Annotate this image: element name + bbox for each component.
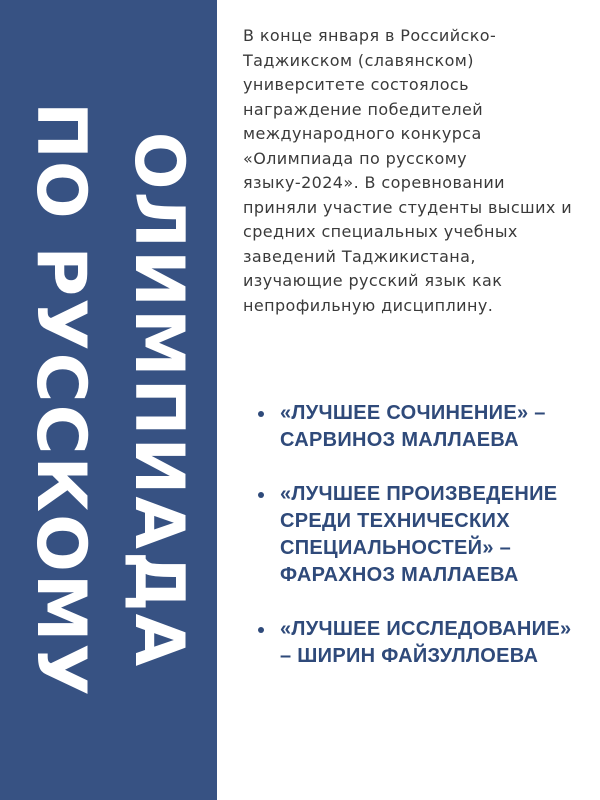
title-line-2: ПО РУССКОМУ bbox=[20, 102, 100, 698]
winner-item bbox=[258, 481, 578, 589]
winner-text: «ЛУЧШЕЕ ПРОИЗВЕДЕНИЕ СРЕДИ ТЕХНИЧЕСКИХ СПЕЦИАЛЬНОСТЕЙ» – ФАРАХНОЗ МАЛЛАЕВА bbox=[280, 483, 558, 586]
bullet-icon bbox=[258, 492, 264, 498]
winner-text: «ЛУЧШЕЕ ИССЛЕДОВАНИЕ» – ШИРИН ФАЙЗУЛЛОЕВА bbox=[280, 618, 572, 667]
title-line-1: ОЛИМПИАДА bbox=[118, 131, 198, 669]
title-panel bbox=[0, 0, 217, 800]
winner-text: «ЛУЧШЕЕ СОЧИНЕНИЕ» – САРВИНОЗ МАЛЛАЕВА bbox=[280, 402, 546, 451]
winners-list bbox=[258, 400, 578, 697]
vertical-title bbox=[11, 5, 207, 795]
intro-paragraph: В конце января в Российско-Таджикском (славянском) университете состоялось награждение победителей международного конкурса «Олимпиада по русскому языку-2024». В соревновании приняли участие студенты высших и средних специальных учебных заведений Таджикистана, изучающие русский язык как непрофильную дисциплину. bbox=[243, 26, 573, 315]
winner-item bbox=[258, 400, 578, 454]
winner-item bbox=[258, 616, 578, 670]
bullet-icon bbox=[258, 411, 264, 417]
bullet-icon bbox=[258, 627, 264, 633]
